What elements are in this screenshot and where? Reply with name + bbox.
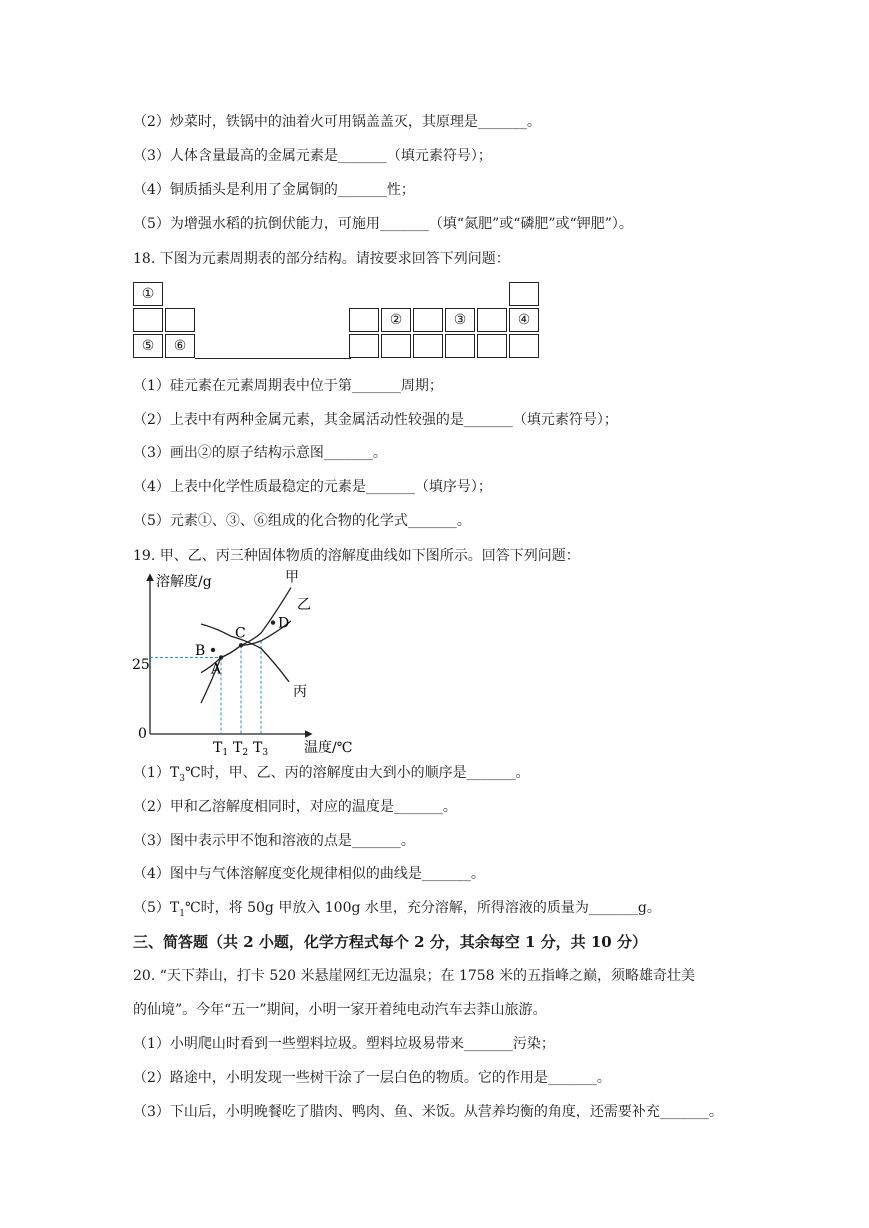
table-cell <box>413 308 443 332</box>
table-cell <box>477 334 507 358</box>
question-19-stem: 19. 甲、乙、丙三种固体物质的溶解度曲线如下图所示。回答下列问题： <box>133 548 580 564</box>
table-cell-4: ④ <box>509 308 539 332</box>
point-label-c: C <box>235 625 246 642</box>
question-19-3: （3）图中表示甲不饱和溶液的点是_______。 <box>133 833 415 849</box>
y-tick-label-25: 25 <box>132 657 150 673</box>
question-18-4: （4）上表中化学性质最稳定的元素是_______（填序号）； <box>133 479 492 495</box>
question-19-1 <box>133 763 530 789</box>
question-19-5 <box>133 898 661 924</box>
table-cell <box>349 308 379 332</box>
question-19-2: （2）甲和乙溶解度相同时，对应的温度是_______。 <box>133 799 457 815</box>
question-20-stem-1: 20. “天下莽山，打卡 520 米悬崖网红无边温泉；在 1758 米的五指峰之巅，须略雄奇壮美 <box>133 968 696 984</box>
point-label-a: A <box>211 661 222 678</box>
table-cell-1: ① <box>133 282 163 306</box>
x-tick-label-t3: $T_3$ <box>253 740 269 758</box>
question-19-5-subscript: 1 <box>179 908 185 919</box>
question-18-1: （1）硅元素在元素周期表中位于第_______周期； <box>133 378 443 394</box>
question-19-1-subscript: 3 <box>179 773 185 784</box>
table-cell-2: ② <box>381 308 411 332</box>
curve-label-bing: 丙 <box>293 683 307 700</box>
question-18-3: （3）画出②的原子结构示意图_______。 <box>133 445 387 461</box>
x-tick-label-t2: $T_2$ <box>233 740 249 758</box>
point-a-dot <box>219 655 223 659</box>
table-cell <box>477 308 507 332</box>
question-20-1: （1）小明爬山时看到一些塑料垃圾。塑料垃圾易带来_______污染； <box>133 1036 555 1052</box>
question-20-2: （2）路途中，小明发现一些树干涂了一层白色的物质。它的作用是_______。 <box>133 1070 611 1086</box>
question-19-5-text: ℃时，将 50g 甲放入 100g 水里，充分溶解，所得溶液的质量为_______g。 <box>184 900 661 916</box>
y-axis-label: 溶解度/g <box>156 574 212 590</box>
question-19-4: （4）图中与气体溶解度变化规律相似的曲线是_______。 <box>133 866 485 882</box>
table-cell <box>445 334 475 358</box>
table-cell <box>165 308 195 332</box>
question-19-1-text: ℃时，甲、乙、丙的溶解度由大到小的顺序是_______。 <box>184 765 530 781</box>
point-label-d: D <box>278 615 290 632</box>
question-17-4: （4）铜质插头是利用了金属铜的_______性； <box>133 182 415 198</box>
table-cell <box>133 308 163 332</box>
point-b-dot <box>211 648 215 652</box>
table-cell <box>381 334 411 358</box>
origin-label: 0 <box>138 726 147 742</box>
section-3-heading: 三、简答题（共 2 小题，化学方程式每个 2 分，其余每空 1 分，共 10 分） <box>133 933 647 951</box>
curve-label-jia: 甲 <box>285 569 299 586</box>
table-cell <box>413 334 443 358</box>
table-cell <box>509 282 539 306</box>
table-cell <box>349 334 379 358</box>
x-tick-subscript-1: 1 <box>222 748 229 758</box>
solubility-chart <box>132 568 372 758</box>
point-label-b: B <box>195 642 206 659</box>
x-axis-label: 温度/℃ <box>304 740 353 756</box>
x-tick-subscript-2: 2 <box>242 748 249 758</box>
question-17-2: （2）炒菜时，铁锅中的油着火可用锅盖盖灭，其原理是_______。 <box>133 114 541 130</box>
question-18-2: （2）上表中有两种金属元素，其金属活动性较强的是_______（填元素符号）； <box>133 412 618 428</box>
table-baseline <box>195 358 351 359</box>
x-tick-subscript-3: 3 <box>262 748 269 758</box>
question-17-3: （3）人体含量最高的金属元素是_______（填元素符号）； <box>133 148 492 164</box>
question-18-stem: 18. 下图为元素周期表的部分结构。请按要求回答下列问题： <box>133 251 510 267</box>
table-cell-3: ③ <box>445 308 475 332</box>
question-19-1-prefix: （1）T <box>133 765 180 781</box>
x-tick-label-t1: $T_1$ <box>213 740 229 758</box>
point-d-dot <box>271 620 275 624</box>
question-20-stem-2: 的仙境”。今年“五一”期间，小明一家开着纯电动汽车去莽山旅游。 <box>133 1002 547 1018</box>
table-cell-5: ⑤ <box>133 334 163 358</box>
point-c-dot <box>239 643 243 647</box>
curve-label-yi: 乙 <box>297 597 311 614</box>
question-20-3: （3）下山后，小明晚餐吃了腊肉、鸭肉、鱼、米饭。从营养均衡的角度，还需要补充_______。 <box>133 1104 723 1120</box>
question-19-5-prefix: （5）T <box>133 900 180 916</box>
table-cell-6: ⑥ <box>165 334 195 358</box>
question-17-5: （5）为增强水稻的抗倒伏能力，可施用_______（填“氮肥”或“磷肥”或“钾肥”）。 <box>133 216 633 232</box>
table-cell <box>509 334 539 358</box>
question-18-5: （5）元素①、③、⑥组成的化合物的化学式_______。 <box>133 513 471 529</box>
